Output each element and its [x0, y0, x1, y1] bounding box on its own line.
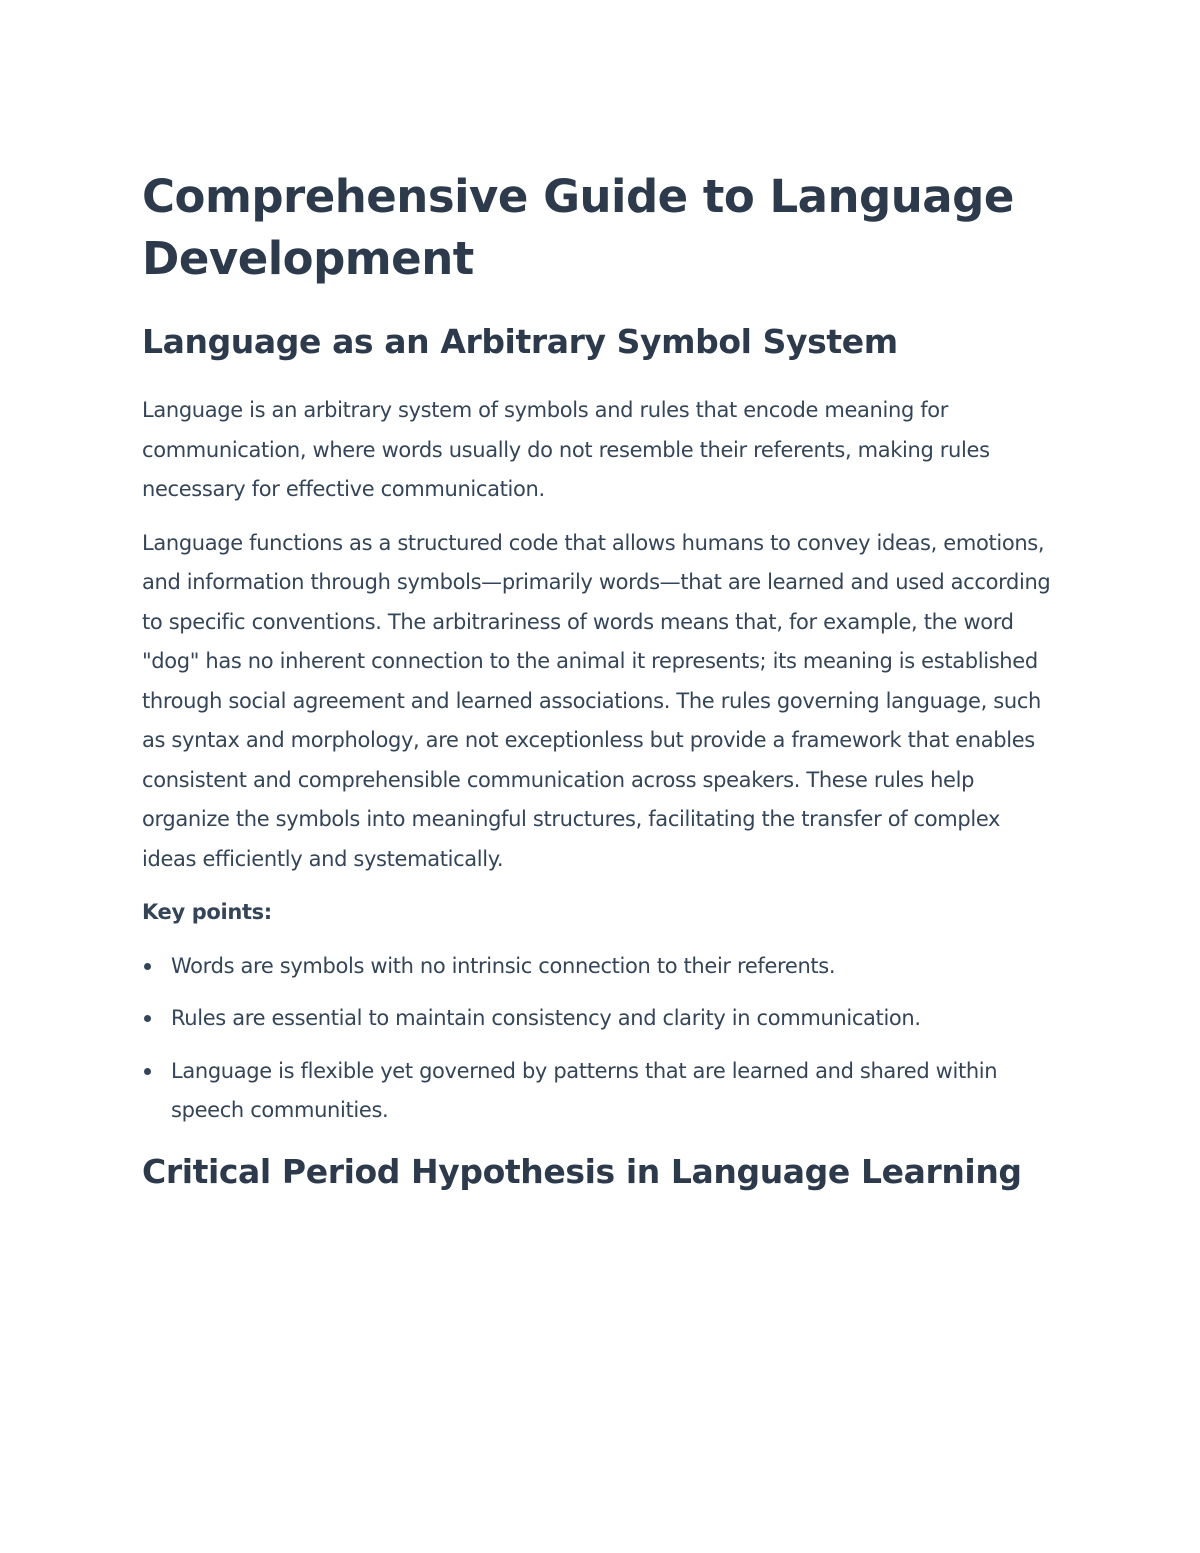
key-point-item — [142, 1052, 1057, 1131]
bullet-dot-icon — [144, 963, 151, 970]
bullet-dot-icon — [144, 1015, 151, 1022]
section-heading-critical-period-hypothesis: Critical Period Hypothesis in Language Learning — [142, 1151, 1022, 1191]
key-point-text: Language is flexible yet governed by patterns that are learned and shared within speech communities. — [171, 1058, 998, 1122]
key-point-item — [142, 999, 1057, 1039]
key-point-item — [142, 947, 1057, 987]
key-point-text: Rules are essential to maintain consistency and clarity in communication. — [171, 1006, 921, 1030]
section-body-paragraph: Language functions as a structured code that allows humans to convey ideas, emotions, and information through symbols—primarily words—that are learned and used according to specific conventions. The arbitrariness of words means that, for example, the word "dog" has no inherent connection to the animal it represents; its meaning is established through social agreement and learned associations. The rules governing language, such as syntax and morphology, are not exceptionless but provide a framework that enables consistent and comprehensible communication across speakers. These rules help organize the symbols into meaningful structures, facilitating the transfer of complex ideas efficiently and systematically. — [142, 530, 1051, 871]
bullet-dot-icon — [144, 1068, 151, 1075]
key-point-text: Words are symbols with no intrinsic connection to their referents. — [171, 953, 836, 978]
key-points-list — [142, 947, 1057, 1131]
section-summary-paragraph: Language is an arbitrary system of symbols and rules that encode meaning for communication, where words usually do not resemble their referents, making rules necessary for effective communication. — [142, 398, 990, 501]
document-title: Comprehensive Guide to Language Development — [142, 170, 1014, 285]
section-heading-arbitrary-symbol-system: Language as an Arbitrary Symbol System — [142, 322, 898, 361]
key-points-label: Key points: — [142, 900, 272, 924]
document-page — [142, 166, 1057, 1194]
